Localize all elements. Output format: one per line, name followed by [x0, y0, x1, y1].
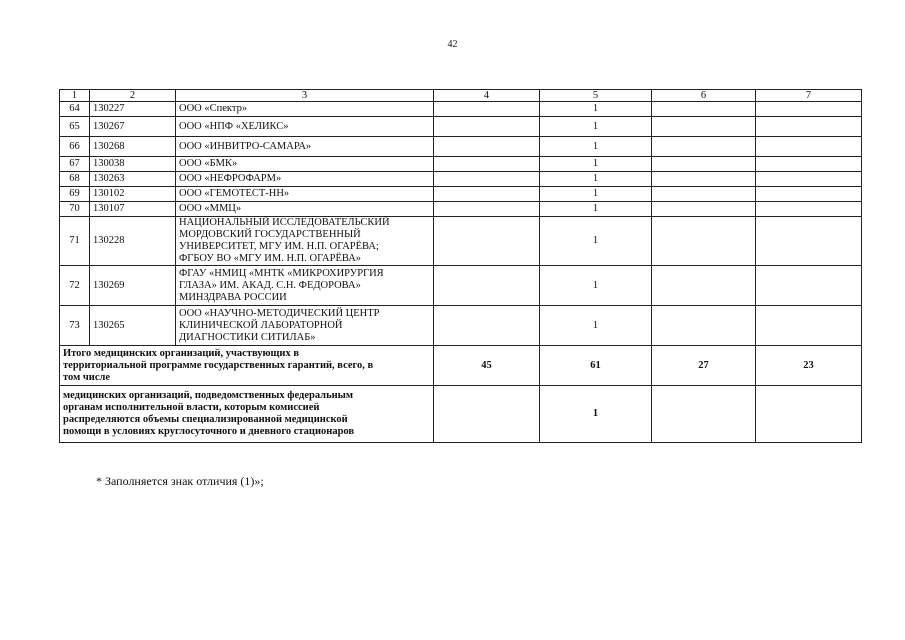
value-col4 [434, 202, 540, 217]
page-number: 42 [447, 39, 458, 50]
org-name-line: ФГАУ «НМИЦ «МНТК «МИКРОХИРУРГИЯ [179, 267, 384, 279]
org-name [176, 187, 434, 202]
federal-label-line: распределяются объемы специализированной медицинской [63, 414, 348, 425]
org-name-line: ФГБОУ ВО «МГУ ИМ. Н.П. ОГАРЁВА» [179, 253, 362, 264]
org-name-line: ООО «ММЦ» [179, 203, 242, 214]
row-number: 64 [60, 102, 90, 117]
value-col5: 1 [540, 137, 652, 157]
value-col7 [756, 137, 862, 157]
value-col7 [756, 157, 862, 172]
org-name-line: ООО «БМК» [179, 158, 238, 169]
value-col6 [652, 217, 756, 266]
value-col4 [434, 172, 540, 187]
org-code: 130268 [90, 137, 176, 157]
org-code: 130227 [90, 102, 176, 117]
value-col4 [434, 117, 540, 137]
value-col7 [756, 172, 862, 187]
value-col7 [756, 117, 862, 137]
table-row [60, 137, 862, 157]
federal-label-line: медицинских организаций, подведомственных федеральным [63, 390, 354, 401]
total-col5: 61 [540, 346, 652, 386]
value-col6 [652, 102, 756, 117]
org-name-line: ООО «НЕФРОФАРМ» [179, 173, 282, 184]
value-col4 [434, 187, 540, 202]
row-number: 68 [60, 172, 90, 187]
table-row [60, 217, 862, 266]
table-row [60, 266, 862, 306]
federal-label-line: помощи в условиях круглосуточного и дневного стационаров [63, 426, 355, 437]
org-code: 130102 [90, 187, 176, 202]
federal-label-line: органам исполнительной власти, которым комиссией [63, 402, 320, 413]
org-name-line: МОРДОВСКИЙ ГОСУДАРСТВЕННЫЙ [179, 229, 361, 240]
org-code: 130228 [90, 217, 176, 266]
value-col5: 1 [540, 266, 652, 306]
total-row [60, 346, 862, 386]
value-col5: 1 [540, 102, 652, 117]
org-name-line: МИНЗДРАВА РОССИИ [179, 291, 287, 303]
org-code: 130265 [90, 306, 176, 346]
row-number: 69 [60, 187, 90, 202]
value-col5: 1 [540, 202, 652, 217]
table-row [60, 157, 862, 172]
header-cell: 7 [756, 90, 862, 102]
total-label [60, 346, 434, 386]
table-header-row [60, 90, 862, 102]
org-code: 130263 [90, 172, 176, 187]
value-col5: 1 [540, 217, 652, 266]
total-label-line: том числе [63, 371, 111, 383]
value-col7 [756, 266, 862, 306]
value-col6 [652, 202, 756, 217]
org-code: 130107 [90, 202, 176, 217]
org-name-line: ООО «ИНВИТРО-САМАРА» [179, 140, 312, 152]
federal-label [60, 386, 434, 443]
value-col6 [652, 306, 756, 346]
federal-col7 [756, 386, 862, 443]
table-row [60, 306, 862, 346]
table-row [60, 172, 862, 187]
row-number: 65 [60, 117, 90, 137]
org-name-line: ООО «НПФ «ХЕЛИКС» [179, 120, 289, 132]
organizations-table [59, 89, 862, 443]
value-col4 [434, 102, 540, 117]
row-number: 71 [60, 217, 90, 266]
federal-col4 [434, 386, 540, 443]
value-col4 [434, 266, 540, 306]
value-col6 [652, 266, 756, 306]
total-col4: 45 [434, 346, 540, 386]
value-col7 [756, 102, 862, 117]
org-name [176, 137, 434, 157]
value-col7 [756, 306, 862, 346]
org-name [176, 266, 434, 306]
org-name [176, 117, 434, 137]
org-name-line: ООО «НАУЧНО-МЕТОДИЧЕСКИЙ ЦЕНТР [179, 307, 380, 319]
value-col5: 1 [540, 172, 652, 187]
org-name-line: ООО «Спектр» [179, 103, 248, 114]
org-name-line: НАЦИОНАЛЬНЫЙ ИССЛЕДОВАТЕЛЬСКИЙ [179, 217, 390, 228]
value-col4 [434, 157, 540, 172]
header-cell: 2 [90, 90, 176, 102]
header-cell: 3 [176, 90, 434, 102]
value-col6 [652, 172, 756, 187]
value-col7 [756, 217, 862, 266]
org-name [176, 157, 434, 172]
org-code: 130038 [90, 157, 176, 172]
footnote: * Заполняется знак отличия (1)»; [96, 474, 264, 488]
org-name [176, 202, 434, 217]
federal-row [60, 386, 862, 443]
org-name [176, 306, 434, 346]
value-col5: 1 [540, 306, 652, 346]
header-cell: 6 [652, 90, 756, 102]
org-name-line: УНИВЕРСИТЕТ, МГУ ИМ. Н.П. ОГАРЁВА; [179, 241, 379, 252]
value-col4 [434, 306, 540, 346]
org-name [176, 217, 434, 266]
value-col6 [652, 157, 756, 172]
row-number: 66 [60, 137, 90, 157]
value-col7 [756, 187, 862, 202]
value-col5: 1 [540, 187, 652, 202]
value-col6 [652, 137, 756, 157]
total-col7: 23 [756, 346, 862, 386]
org-name [176, 172, 434, 187]
table-row [60, 187, 862, 202]
row-number: 73 [60, 306, 90, 346]
org-name-line: КЛИНИЧЕСКОЙ ЛАБОРАТОРНОЙ [179, 319, 343, 331]
row-number: 67 [60, 157, 90, 172]
value-col4 [434, 217, 540, 266]
total-label-line: территориальной программе государственных гарантий, всего, в [63, 359, 374, 371]
value-col5: 1 [540, 157, 652, 172]
federal-col5: 1 [540, 386, 652, 443]
table-row [60, 117, 862, 137]
value-col6 [652, 117, 756, 137]
org-name-line: ГЛАЗА» ИМ. АКАД. С.Н. ФЕДОРОВА» [179, 279, 361, 291]
value-col7 [756, 202, 862, 217]
row-number: 72 [60, 266, 90, 306]
total-label-line: Итого медицинских организаций, участвующих в [63, 347, 299, 359]
table-row [60, 202, 862, 217]
value-col4 [434, 137, 540, 157]
org-name-line: ДИАГНОСТИКИ СИТИЛАБ» [179, 331, 316, 343]
org-code: 130269 [90, 266, 176, 306]
org-name [176, 102, 434, 117]
value-col6 [652, 187, 756, 202]
total-col6: 27 [652, 346, 756, 386]
value-col5: 1 [540, 117, 652, 137]
header-cell: 1 [60, 90, 90, 102]
federal-col6 [652, 386, 756, 443]
org-code: 130267 [90, 117, 176, 137]
row-number: 70 [60, 202, 90, 217]
header-cell: 4 [434, 90, 540, 102]
table-row [60, 102, 862, 117]
org-name-line: ООО «ГЕМОТЕСТ-НН» [179, 188, 290, 199]
header-cell: 5 [540, 90, 652, 102]
